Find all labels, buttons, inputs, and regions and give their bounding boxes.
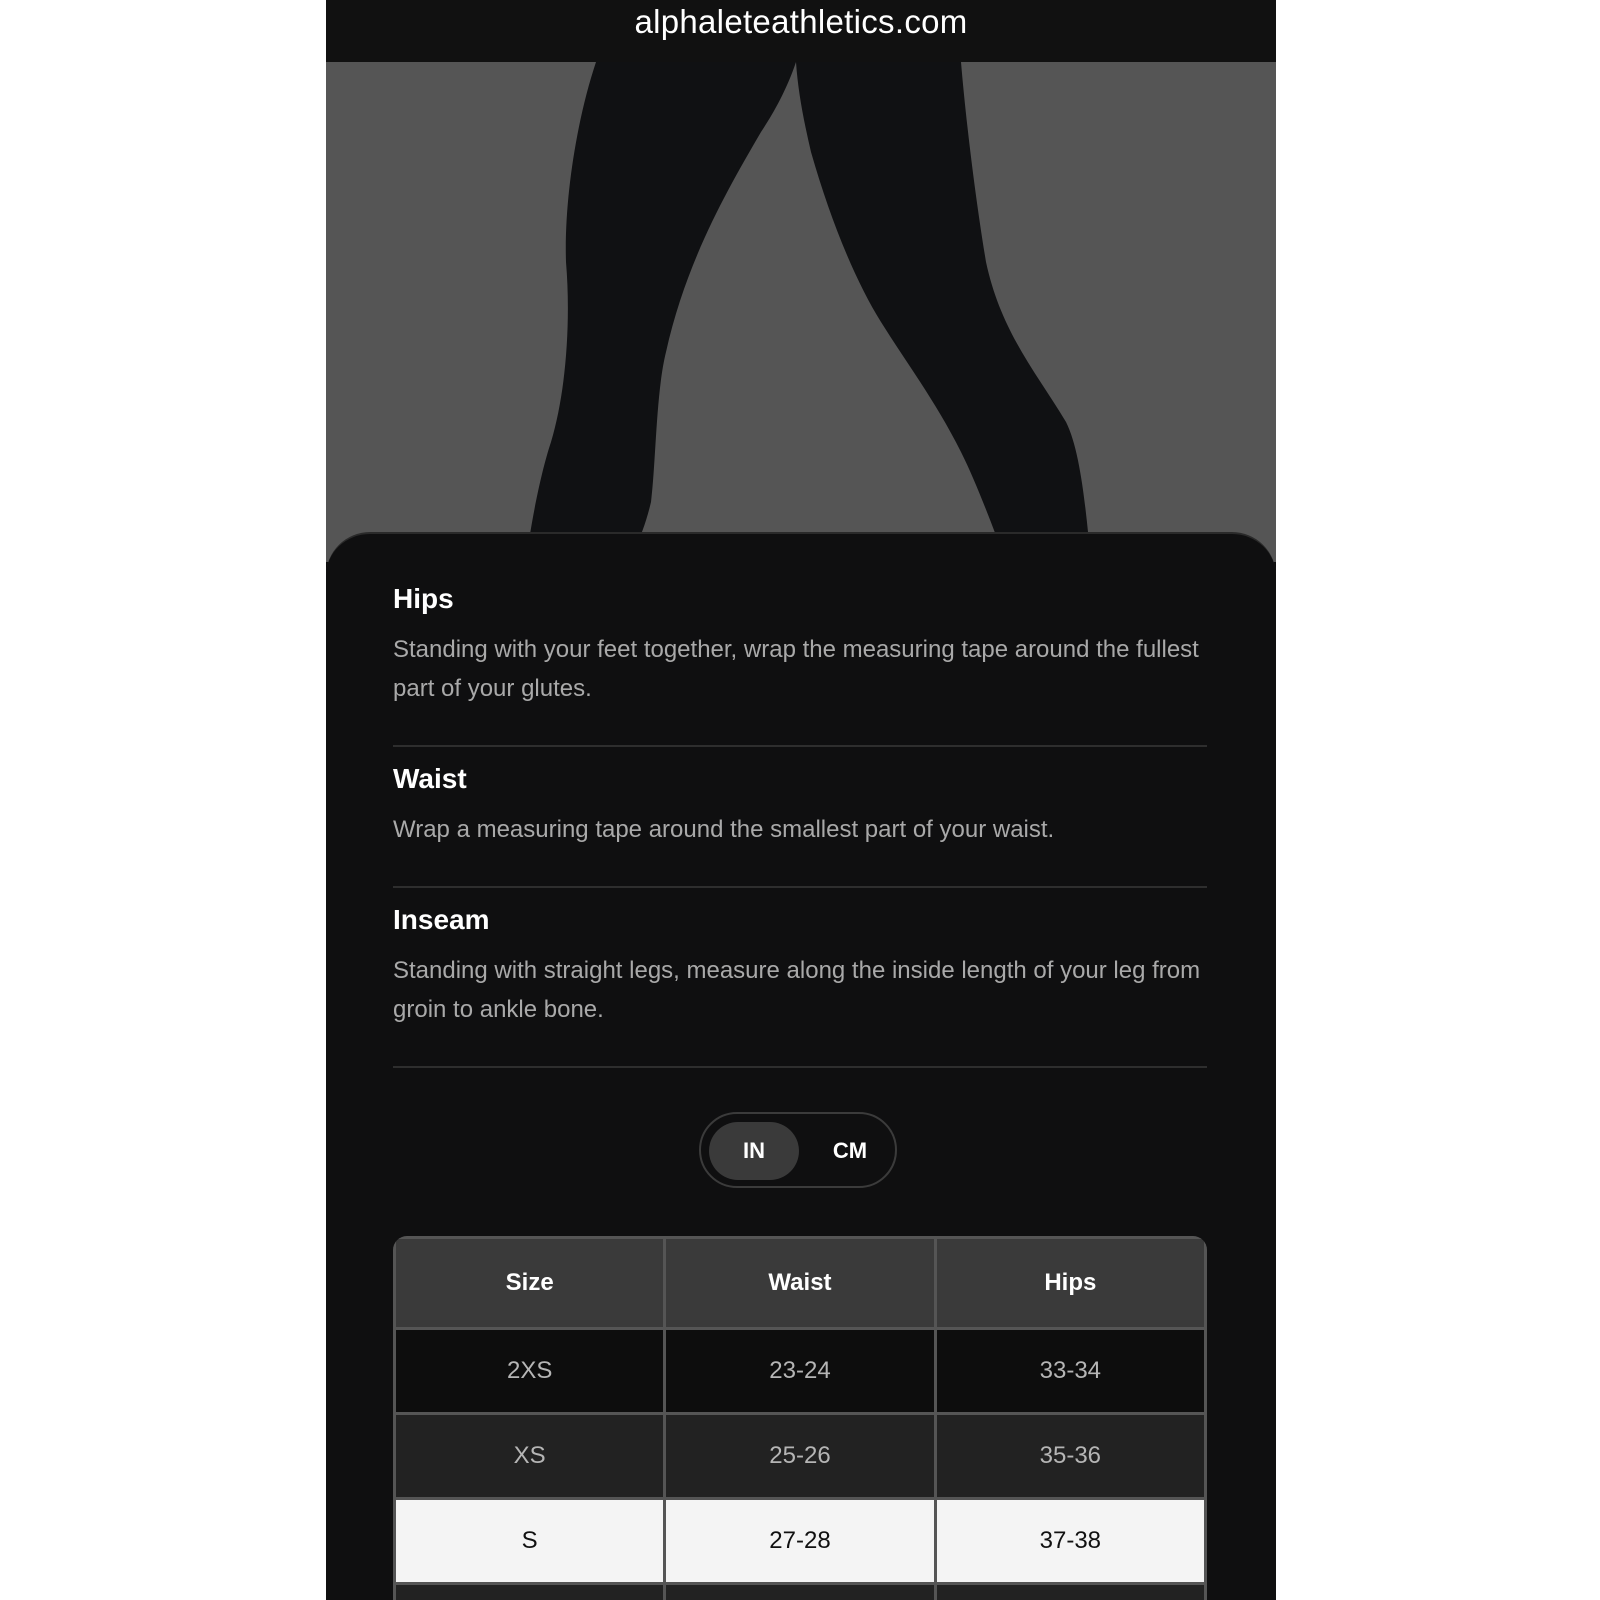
table-row[interactable] <box>395 1329 1206 1414</box>
unit-toggle <box>699 1112 897 1188</box>
column-header-waist: Waist <box>665 1238 935 1329</box>
leggings-silhouette <box>326 62 1276 562</box>
cell-size: XS <box>395 1414 665 1499</box>
table-row-selected[interactable] <box>395 1499 1206 1584</box>
cell-hips: 33-34 <box>935 1329 1205 1414</box>
mobile-viewport <box>326 0 1276 1600</box>
cell-hips: 35-36 <box>935 1414 1205 1499</box>
guide-title: Waist <box>393 763 467 794</box>
guide-inseam <box>393 903 1207 1029</box>
size-chart-table <box>393 1236 1207 1600</box>
cell-waist <box>665 1584 935 1600</box>
table-row-partial[interactable] <box>395 1584 1206 1600</box>
product-hero-image <box>326 62 1276 562</box>
divider <box>393 745 1207 747</box>
browser-url-bar[interactable] <box>326 0 1276 62</box>
guide-hips <box>393 582 1207 708</box>
cell-size: 2XS <box>395 1329 665 1414</box>
divider <box>393 1066 1207 1068</box>
guide-text: Standing with your feet together, wrap the measuring tape around the fullest part of your glutes. <box>393 636 1199 702</box>
column-header-size: Size <box>395 1238 665 1329</box>
cell-waist: 27-28 <box>665 1499 935 1584</box>
guide-title: Hips <box>393 583 454 614</box>
table-header-row <box>395 1238 1206 1329</box>
cell-waist: 23-24 <box>665 1329 935 1414</box>
guide-title: Inseam <box>393 904 490 935</box>
divider <box>393 886 1207 888</box>
table-row[interactable] <box>395 1414 1206 1499</box>
cell-hips: 37-38 <box>935 1499 1205 1584</box>
cell-hips <box>935 1584 1205 1600</box>
unit-in-button[interactable]: IN <box>709 1122 799 1180</box>
unit-cm-button[interactable]: CM <box>832 1138 868 1163</box>
cell-waist: 25-26 <box>665 1414 935 1499</box>
guide-text: Wrap a measuring tape around the smallest part of your waist. <box>393 816 1055 843</box>
guide-text: Standing with straight legs, measure along the inside length of your leg from groin to ankle bone. <box>393 957 1201 1023</box>
column-header-hips: Hips <box>935 1238 1205 1329</box>
url-text: alphaleteathletics.com <box>634 3 968 40</box>
cell-size <box>395 1584 665 1600</box>
cell-size: S <box>395 1499 665 1584</box>
guide-waist <box>393 762 1207 849</box>
